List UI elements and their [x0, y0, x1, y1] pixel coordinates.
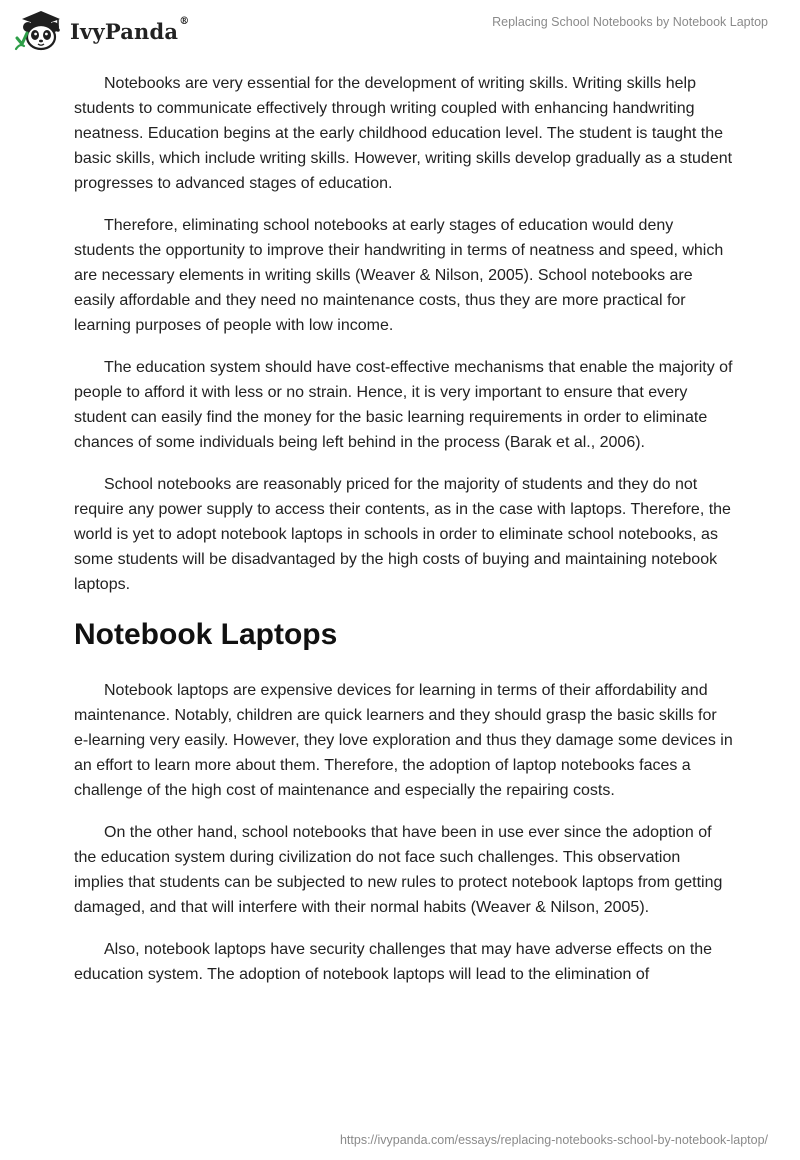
paragraph: Notebooks are very essential for the development of writing skills. Writing skills help students to communicate effectively through writing coupled with enhancing handwriting neatness. Education begins at the early childhood education level. The student is taught the basic skills, which include writing skills. However, writing skills develop gradually as a student progresses to advanced stages of education. — [74, 75, 733, 192]
panda-graduate-icon — [14, 8, 66, 52]
paragraph: School notebooks are reasonably priced for the majority of students and they do not require any power supply to access their contents, as in the case with laptops. Therefore, the world is yet to adopt notebook laptops in schools in order to eliminate school notebooks, as some students will be disadvantaged by the high costs of buying and maintaining notebook laptops. — [74, 476, 731, 593]
paragraph: On the other hand, school notebooks that have been in use ever since the adoption of the education system during civilization do not face such challenges. This observation implies that students can be subjected to new rules to protect notebook laptops from getting damaged, and that will interfere with their normal habits (Weaver & Nilson, 2005). — [74, 824, 723, 916]
paragraph: Therefore, eliminating school notebooks at early stages of education would deny students the opportunity to improve their handwriting in terms of neatness and speed, which are necessary elements in writing skills (Weaver & Nilson, 2005). School notebooks are easily affordable and they need no maintenance costs, thus they are more practical for learning purposes of people with low income. — [74, 217, 724, 334]
ivypanda-logo[interactable] — [14, 8, 189, 52]
source-url[interactable]: https://ivypanda.com/essays/replacing-notebooks-school-by-notebook-laptop/ — [339, 1133, 768, 1147]
paragraph: Notebook laptops are expensive devices for learning in terms of their affordability and maintenance. Notably, children are quick learners and they should grasp the basic skills for e-learning very easily. However, they love exploration and thus they damage some devices in an effort to learn more about them. Therefore, the adoption of laptop notebooks faces a challenge of the high cost of maintenance and especially the repairing costs. — [74, 682, 733, 799]
paragraph: The education system should have cost-effective mechanisms that enable the majority of people to afford it with less or no strain. Hence, it is very important to ensure that every student can easily find the money for the basic learning requirements in order to eliminate chances of some individuals being left behind in the process (Barak et al., 2006). — [74, 359, 733, 451]
page-header — [0, 0, 800, 62]
essay-body — [74, 71, 734, 1004]
document-title: Replacing School Notebooks by Notebook Laptop — [492, 15, 768, 29]
paragraph: Also, notebook laptops have security challenges that may have adverse effects on the education system. The adoption of notebook laptops will lead to the elimination of — [74, 941, 713, 983]
section-heading: Notebook Laptops — [74, 618, 338, 651]
logo-wordmark: IvyPanda® — [70, 15, 190, 44]
registered-mark: ® — [179, 15, 190, 27]
